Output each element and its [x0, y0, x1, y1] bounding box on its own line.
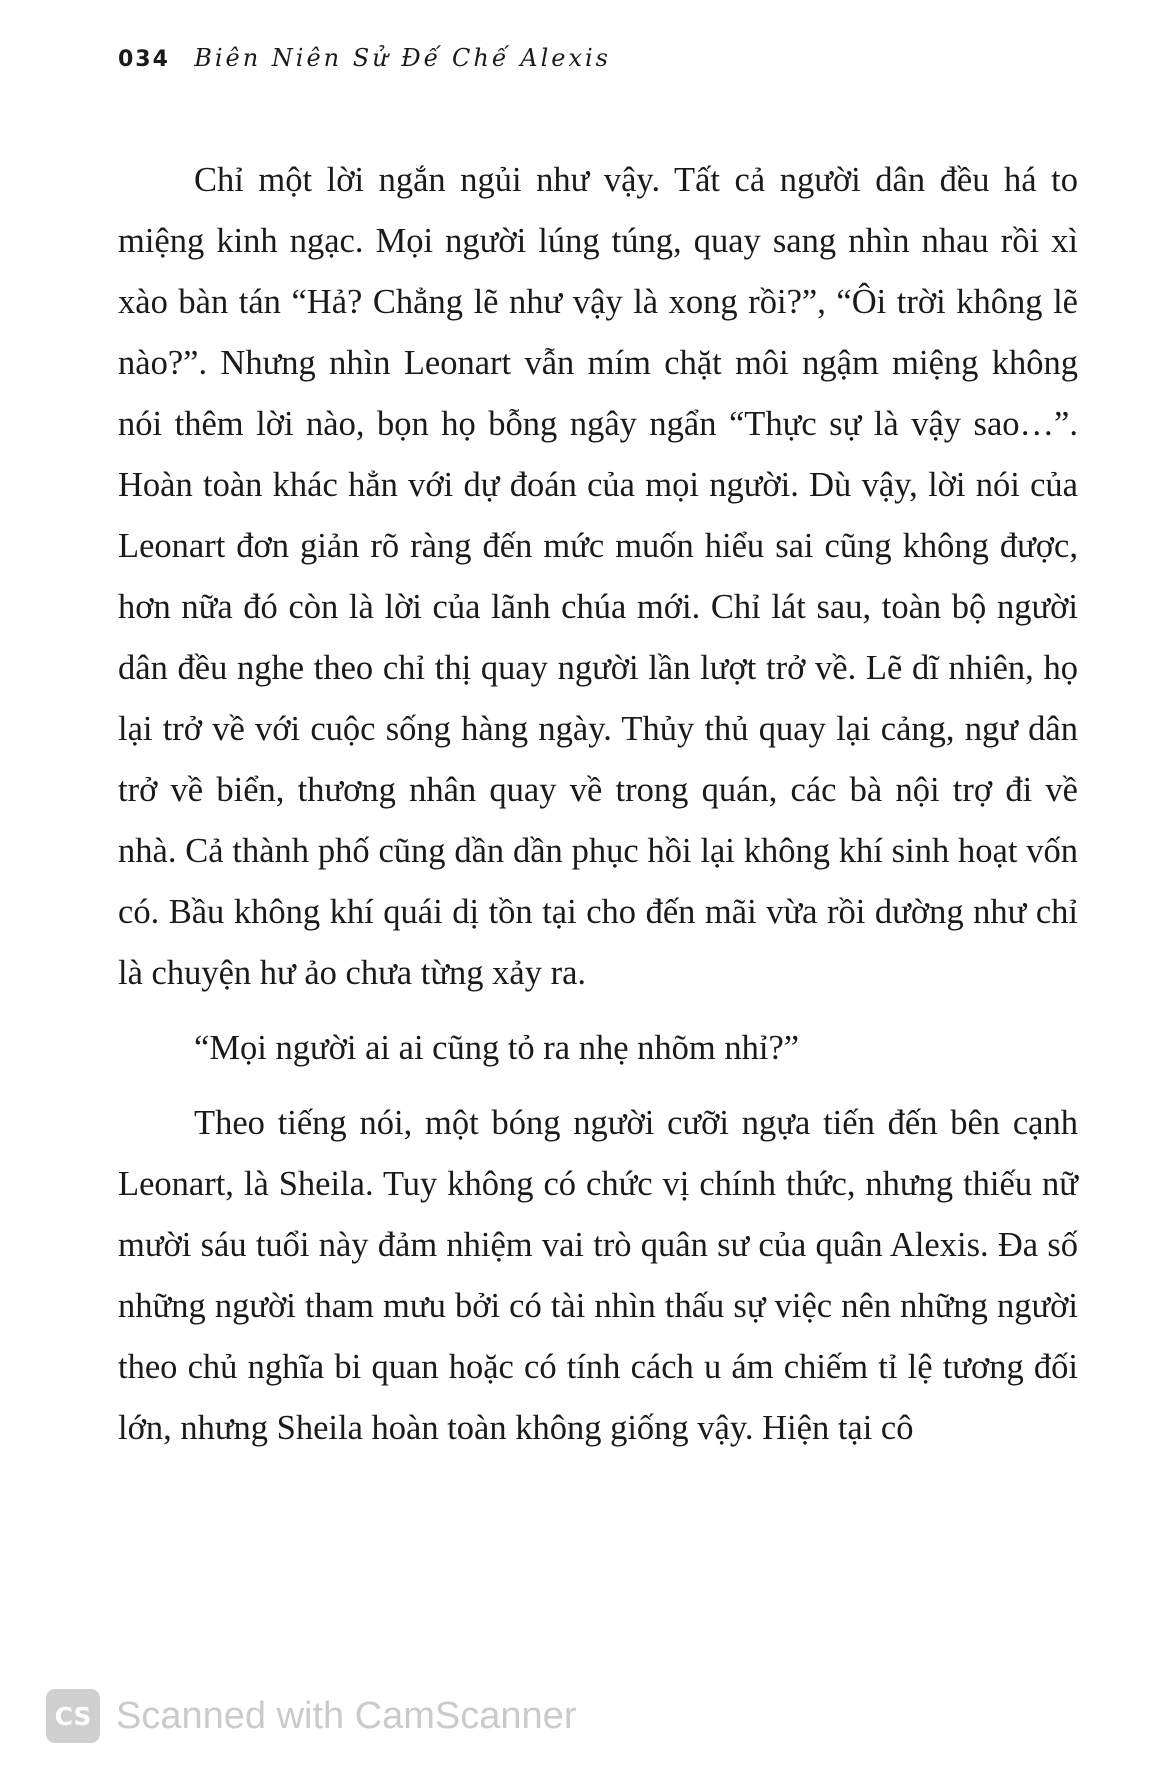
camscanner-logo-icon: CS: [46, 1689, 100, 1743]
paragraph-1: Chỉ một lời ngắn ngủi như vậy. Tất cả người dân đều há to miệng kinh ngạc. Mọi người lúng túng, quay sang nhìn nhau rồi xì xào bàn tán “Hả? Chẳng lẽ như vậy là xong rồi?”, “Ôi trời không lẽ nào?”. Nhưng nhìn Leonart vẫn mím chặt môi ngậm miệng không nói thêm lời nào, bọn họ bỗng ngây ngẩn “Thực sự là vậy sao…”. Hoàn toàn khác hẳn với dự đoán của mọi người. Dù vậy, lời nói của Leonart đơn giản rõ ràng đến mức muốn hiểu sai cũng không được, hơn nữa đó còn là lời của lãnh chúa mới. Chỉ lát sau, toàn bộ người dân đều nghe theo chỉ thị quay người lần lượt trở về. Lẽ dĩ nhiên, họ lại trở về với cuộc sống hàng ngày. Thủy thủ quay lại cảng, ngư dân trở về biển, thương nhân quay về trong quán, các bà nội trợ đi về nhà. Cả thành phố cũng dần dần phục hồi lại không khí sinh hoạt vốn có. Bầu không khí quái dị tồn tại cho đến mãi vừa rồi dường như chỉ là chuyện hư ảo chưa từng xảy ra.: [118, 161, 1078, 992]
watermark-text: Scanned with CamScanner: [116, 1694, 577, 1737]
body-text: [118, 150, 1078, 1473]
page-header: [118, 44, 611, 73]
paragraph-2: “Mọi người ai ai cũng tỏ ra nhẹ nhõm nhỉ?”: [194, 1029, 800, 1067]
book-title: Biên Niên Sử Đế Chế Alexis: [194, 44, 611, 72]
camscanner-watermark: [46, 1689, 576, 1743]
page-number: 034: [118, 47, 170, 72]
paragraph-3: Theo tiếng nói, một bóng người cưỡi ngựa tiến đến bên cạnh Leonart, là Sheila. Tuy không có chức vị chính thức, nhưng thiếu nữ mười sáu tuổi này đảm nhiệm vai trò quân sư của quân Alexis. Đa số những người tham mưu bởi có tài nhìn thấu sự việc nên những người theo chủ nghĩa bi quan hoặc có tính cách u ám chiếm tỉ lệ tương đối lớn, nhưng Sheila hoàn toàn không giống vậy. Hiện tại cô: [118, 1104, 1078, 1447]
